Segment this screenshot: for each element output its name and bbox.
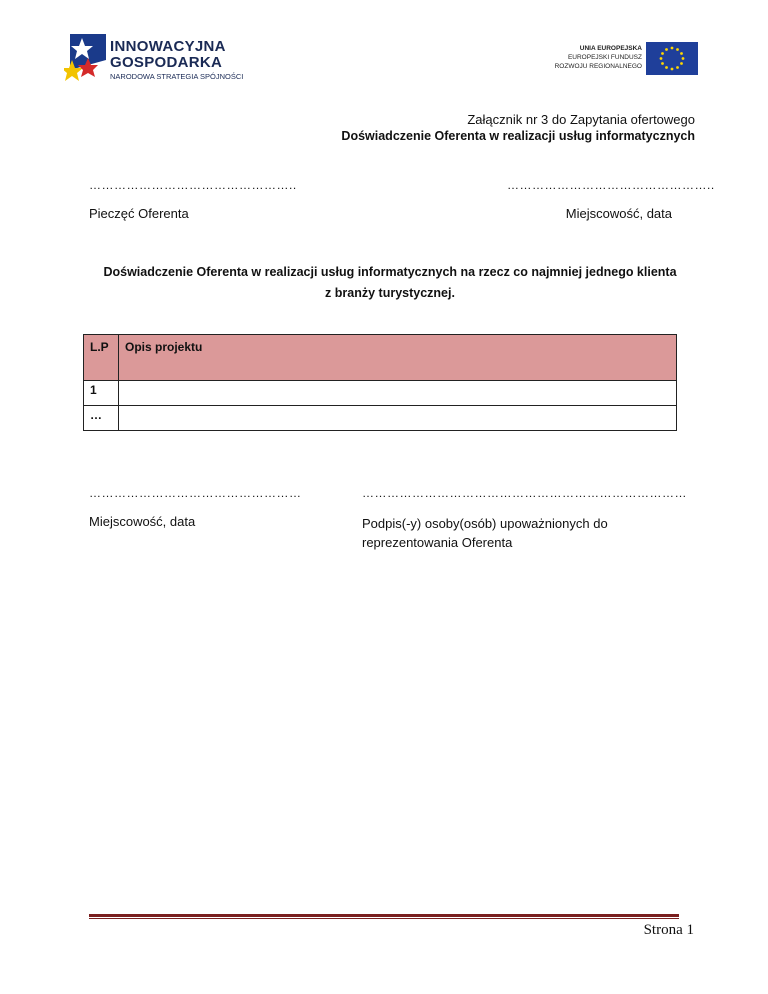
table-cell-description[interactable] bbox=[119, 406, 677, 431]
signature-dots: …………………………………………………………………… bbox=[362, 486, 687, 500]
page-number: Strona 1 bbox=[643, 922, 694, 938]
stamp-label: Pieczęć Oferenta bbox=[89, 206, 189, 221]
stars-logo-icon bbox=[64, 30, 108, 86]
place-date-label-bottom: Miejscowość, data bbox=[89, 514, 196, 529]
table-header-row bbox=[84, 335, 677, 381]
place-date-label-top: Miejscowość, data bbox=[565, 206, 672, 221]
table-cell-description[interactable] bbox=[119, 381, 677, 406]
table-row bbox=[84, 381, 677, 406]
document-heading: Doświadczenie Oferenta w realizacji usług informatycznych na rzecz co najmniej jednego klienta z branży turystycznej. bbox=[103, 265, 677, 300]
eu-logo bbox=[548, 42, 698, 76]
footer-divider-thin bbox=[89, 918, 679, 919]
innowacyjna-gospodarka-logo bbox=[64, 30, 254, 86]
logo-line-2: GOSPODARKA bbox=[110, 54, 223, 71]
eu-logo-line-2: EUROPEJSKI FUNDUSZ bbox=[567, 54, 642, 61]
eu-flag-icon bbox=[646, 42, 698, 75]
logo-line-3: NARODOWA STRATEGIA SPÓJNOŚCI bbox=[110, 72, 244, 81]
footer-divider bbox=[89, 914, 679, 917]
logo-line-1: INNOWACYJNA bbox=[110, 38, 226, 55]
table-cell-lp: 1 bbox=[84, 381, 119, 406]
table-row bbox=[84, 406, 677, 431]
eu-logo-line-3: ROZWOJU REGIONALNEGO bbox=[554, 63, 642, 70]
place-date-dots-bottom: …………………………………………… bbox=[89, 486, 302, 500]
annex-title: Doświadczenie Oferenta w realizacji usług informatycznych bbox=[341, 129, 695, 143]
place-date-dots-top: ………………………………………….. bbox=[507, 178, 715, 192]
table-header-description: Opis projektu bbox=[119, 335, 677, 381]
eu-logo-line-1: UNIA EUROPEJSKA bbox=[579, 45, 642, 52]
signature-label: Podpis(-y) osoby(osób) upoważnionych do reprezentowania Oferenta bbox=[362, 516, 608, 550]
annex-line: Załącznik nr 3 do Zapytania ofertowego bbox=[467, 112, 695, 127]
stamp-dots: ………………………………………….. bbox=[89, 178, 297, 192]
table-cell-lp: … bbox=[84, 406, 119, 431]
eu-logo-text bbox=[555, 44, 642, 71]
projects-table bbox=[83, 334, 677, 431]
table-header-lp: L.P bbox=[84, 335, 119, 381]
